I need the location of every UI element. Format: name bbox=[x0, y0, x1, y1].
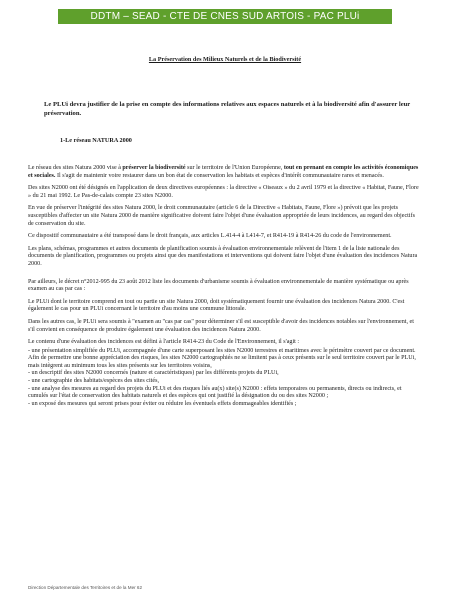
paragraph-directives: Des sites N2000 ont été désignés en l'application de deux directives européennes : la directive « Oiseaux » du 2 avril 1979 et la directive « Habitat, Faune, Flore » du 21 mai 1992. Le Pas-de-calais compte 23 sites N2000. bbox=[28, 185, 419, 199]
paragraph-integrity: En vue de préserver l'intégrité des sites Natura 2000, le droit communautaire (article 6 de la Directive « Habitats, Faune, Flore ») prévoit que les projets susceptibles d'affecter un site Natura 2000 de manière significative doivent faire l'objet d'une évaluation appropriée de leurs incidences, au regard des objectifs de conservation du site. bbox=[28, 205, 415, 227]
page-footer: Direction Départementale des Territoires et de la Mer 62 bbox=[28, 585, 143, 590]
paragraph-decree: Par ailleurs, le décret n°2012-995 du 23 août 2012 liste les documents d'urbanisme soumis à évaluation environnementale de manière systématique ou après examen au cas par cas : bbox=[28, 278, 409, 293]
paragraph-other-cases: Dans les autres cas, le PLUi sera soumis à "examen au "cas par cas" pour déterminer s'il est susceptible d'avoir des incidences notables sur l'environnement, et s'il convient en conséquence de produire également une évaluation des incidences Natura 2000. bbox=[28, 318, 414, 333]
page-title: La Préservation des Milieux Naturels et de la Biodiversité bbox=[148, 56, 302, 63]
header-banner: DDTM – SEAD - CTE DE CNES SUD ARTOIS - PAC PLUi bbox=[58, 9, 392, 24]
paragraph-plans: Les plans, schémas, programmes et autres documents de planification soumis à évaluation environnementale relèvent de l'item 1 de la liste nationale des documents de planification, programmes ou projets ainsi que des manifestations et interventions qui doivent faire l'objet d'une évaluation des incidences Natura 2000. bbox=[28, 245, 418, 267]
document-body bbox=[28, 165, 420, 408]
list-item: - un descriptif des sites N2000 concernés (nature et caractéristiques) par les différents projets du PLUi, bbox=[28, 370, 279, 377]
intro-paragraph: Le PLUi devra justifier de la prise en compte des informations relatives aux espaces naturels et à la biodiversité afin d'assurer leur préservation. bbox=[44, 101, 411, 117]
section-heading-natura2000: 1-Le réseau NATURA 2000 bbox=[60, 137, 132, 144]
list-item: - une analyse des mesures au regard des projets du PLUi et des risques liés au(x) site(s) N2000 : effets temporaires ou permanents, directs ou indirects, et cumulés sur l'état de conservation des habitats naturels et des espèces qui ont justifié la désignation du ou des sites N2000 ; bbox=[28, 385, 402, 400]
paragraph-content: Le contenu d'une évaluation des incidences est défini à l'article R414-23 du Code de l'Environnement, il s'agit : bbox=[28, 339, 300, 346]
list-item: - un exposé des mesures qui seront prises pour éviter ou réduire les éventuels effets dommageables identifiés ; bbox=[28, 400, 297, 407]
paragraph-plui-site: Le PLUi dont le territoire comprend en tout ou partie un site Natura 2000, doit systématiquement fournir une évaluation des incidences Natura 2000. C'est également le cas pour un PLUi concernant le territoire d'au moins une commune littorale. bbox=[28, 298, 405, 313]
list-item: - une cartographie des habitats/espèces des sites cités, bbox=[28, 378, 159, 385]
paragraph-natura-purpose: Le réseau des sites Natura 2000 vise à préserver la biodiversité sur le territoire de l'Union Européenne, tout en prenant en compte les activités économiques et sociales. Il s'agit de maintenir voire restaurer dans un bon état de conservation les habitats et espèces d'intérêt communautaire rares et menacés. bbox=[28, 165, 419, 179]
paragraph-transposition: Ce dispositif communautaire a été transposé dans le droit français, aux articles L.414-4 à L414-7, et R414-19 à R414-26 du code de l'environnement. bbox=[28, 233, 392, 240]
list-item: - une présentation simplifiée du PLUi, accompagnée d'une carte superposant les sites N2000 terrestres et maritimes avec le périmètre couvert par ce document. Afin de permettre une bonne appréciation des risques, les sites N2000 cartographiés ne se limitent pas à ceux présents sur le seul territoire couvert par le PLUi, mais intègrent au minimum tous les sites présents sur les territoires voisins, bbox=[28, 347, 416, 369]
